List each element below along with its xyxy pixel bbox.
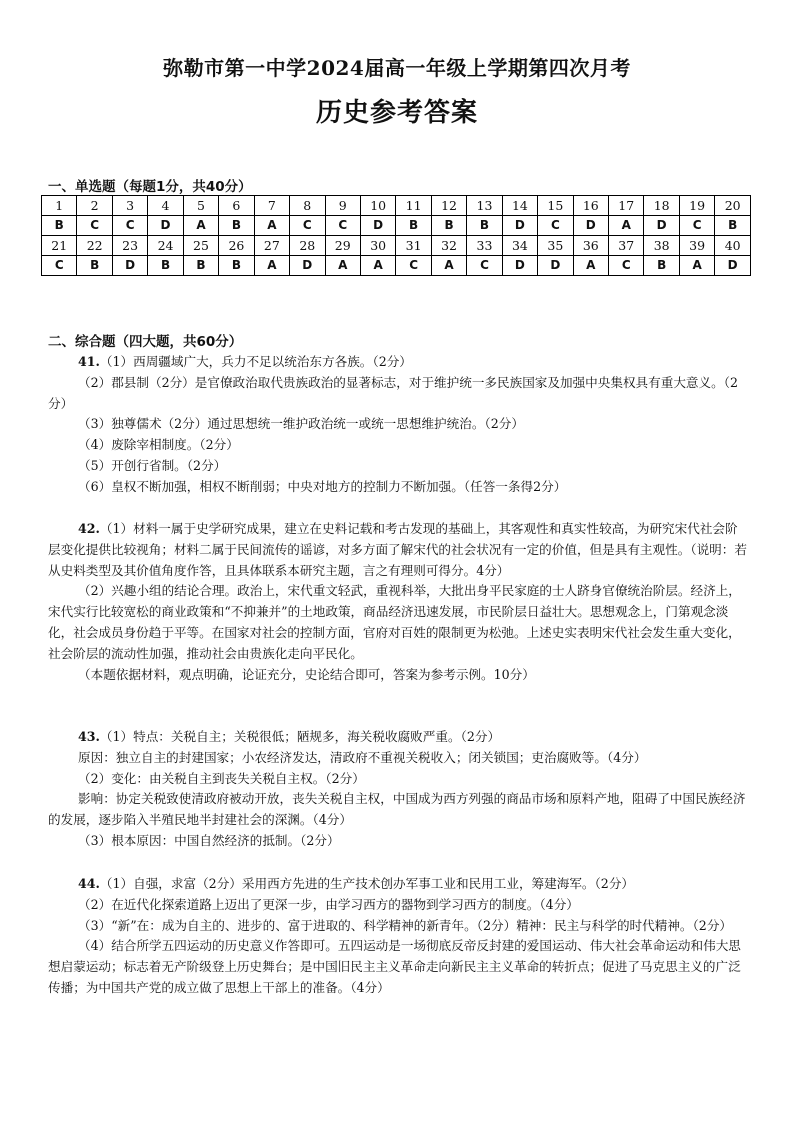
question-number-cell: 8: [290, 196, 325, 216]
section1-heading: 一、单选题（每题1分，共40分）: [48, 179, 252, 195]
answer-letter-cell: B: [467, 216, 502, 236]
question-number-cell: 39: [679, 236, 714, 256]
answer-letter-row: [42, 216, 751, 236]
question-number-cell: 18: [644, 196, 679, 216]
question-number-cell: 37: [609, 236, 644, 256]
answer-letter-cell: A: [325, 256, 360, 276]
question-number: 42.: [78, 521, 100, 536]
answer-letter-cell: C: [42, 256, 77, 276]
question-number-cell: 3: [112, 196, 147, 216]
answer-letter-cell: D: [644, 216, 679, 236]
answer-letter-cell: C: [290, 216, 325, 236]
question-number-cell: 17: [609, 196, 644, 216]
answer-letter-row: [42, 256, 751, 276]
question-number-cell: 21: [42, 236, 77, 256]
question-number: 44.: [78, 876, 100, 891]
question-number-cell: 32: [431, 236, 466, 256]
question-number-cell: 9: [325, 196, 360, 216]
question-number-cell: 1: [42, 196, 77, 216]
question-number-cell: 40: [715, 236, 751, 256]
question-number-cell: 24: [148, 236, 183, 256]
answer-line: （3）“新”在：成为自主的、进步的、富于进取的、科学精神的新青年。（2分）精神：民主与科学的时代精神。（2分）: [78, 917, 733, 933]
answer-letter-cell: A: [254, 256, 289, 276]
question-number-cell: 23: [112, 236, 147, 256]
answer-letter-cell: D: [290, 256, 325, 276]
answer-line: （1）西周疆域广大，兵力不足以统治东方各族。（2分）: [99, 354, 412, 369]
answer-letter-cell: D: [112, 256, 147, 276]
answer-letter-cell: B: [77, 256, 112, 276]
answer-line: （1）自强，求富（2分）采用西方先进的生产技术创办军事工业和民用工业，筹建海军。（2分）: [99, 876, 635, 891]
answer-letter-cell: C: [396, 256, 431, 276]
answer-letter-cell: B: [715, 216, 751, 236]
question-number-cell: 30: [360, 236, 395, 256]
answer-letter-cell: C: [325, 216, 360, 236]
answer-letter-cell: B: [219, 256, 254, 276]
answer-line: （3）根本原因：中国自然经济的抵制。（2分）: [78, 832, 340, 848]
question-number: 41.: [78, 354, 100, 369]
question-number-cell: 31: [396, 236, 431, 256]
exam-title: 弥勒市第一中学2024届高一年级上学期第四次月考: [163, 56, 631, 80]
question-number-cell: 20: [715, 196, 751, 216]
question-number-cell: 14: [502, 196, 537, 216]
question-number-cell: 12: [431, 196, 466, 216]
answer-letter-cell: D: [573, 216, 608, 236]
answer-letter-cell: C: [679, 216, 714, 236]
question-number-cell: 19: [679, 196, 714, 216]
question-number-cell: 11: [396, 196, 431, 216]
answer-line: （1）材料一属于史学研究成果，建立在史料记载和考古发现的基础上，其客观性和真实性较高，为研究宋代社会阶层变化提供比较视角；材料二属于民间流传的谣谚，对多方面了解宋代的社会状况有一定的价值，但是具有主观性。（说明：若从史料类型及其价值角度作答，且具体联系本研究主题，言之有理则可得分。4分）: [48, 521, 747, 578]
answer-letter-cell: C: [609, 256, 644, 276]
answer-line: 影响：协定关税致使清政府被动开放，丧失关税自主权，中国成为西方列强的商品市场和原料产地，阻碍了中国民族经济的发展，逐步陷入半殖民地半封建社会的深渊。（4分）: [48, 791, 746, 828]
question-number-cell: 2: [77, 196, 112, 216]
answer-line: （本题依据材料，观点明确，论证充分，史论结合即可，答案为参考示例。10分）: [78, 666, 535, 682]
answer-letter-cell: D: [360, 216, 395, 236]
question-number: 43.: [78, 729, 100, 744]
answer-letter-cell: B: [396, 216, 431, 236]
answer-letter-cell: C: [112, 216, 147, 236]
answer-table: [41, 195, 751, 276]
answer-line: （1）特点：关税自主；关税很低；陋规多，海关税收腐败严重。（2分）: [99, 729, 501, 744]
question-number-cell: 6: [219, 196, 254, 216]
question-number-cell: 5: [183, 196, 218, 216]
answer-letter-cell: B: [42, 216, 77, 236]
question-number-cell: 4: [148, 196, 183, 216]
answer-letter-cell: D: [538, 256, 573, 276]
answer-line: （3）独尊儒术（2分）通过思想统一维护政治统一或统一思想维护统治。（2分）: [78, 416, 524, 432]
answer-letter-cell: A: [254, 216, 289, 236]
answer-line: （5）开创行省制。（2分）: [78, 457, 227, 473]
answer-letter-cell: D: [148, 216, 183, 236]
question-43: [48, 727, 750, 852]
question-number-cell: 16: [573, 196, 608, 216]
answer-letter-cell: A: [183, 216, 218, 236]
answer-key-title: 历史参考答案: [315, 98, 478, 128]
question-number-cell: 10: [360, 196, 395, 216]
answer-line: 原因：独立自主的封建国家；小农经济发达，清政府不重视关税收入；闭关锁国；吏治腐败等。（4分）: [78, 749, 647, 765]
section2-heading: 二、综合题（四大题，共60分）: [48, 334, 243, 350]
question-number-cell: 36: [573, 236, 608, 256]
answer-letter-cell: D: [502, 216, 537, 236]
answer-letter-cell: D: [502, 256, 537, 276]
question-44: [48, 874, 750, 999]
question-42: [48, 519, 750, 685]
question-number-cell: 29: [325, 236, 360, 256]
answer-line: （2）郡县制（2分）是官僚政治取代贵族政治的显著标志，对于维护统一多民族国家及加强中央集权具有重大意义。（2分）: [48, 374, 739, 411]
answer-letter-cell: B: [644, 256, 679, 276]
question-number-cell: 34: [502, 236, 537, 256]
answer-letter-cell: A: [431, 256, 466, 276]
answer-line: （2）在近代化探索道路上迈出了更深一步，由学习西方的器物到学习西方的制度。（4分）: [78, 896, 579, 912]
answer-line: （2）变化：由关税自主到丧失关税自主权。（2分）: [78, 770, 365, 786]
question-number-row: [42, 236, 751, 256]
answer-letter-cell: C: [467, 256, 502, 276]
answer-letter-cell: B: [431, 216, 466, 236]
answer-letter-cell: A: [573, 256, 608, 276]
question-number-cell: 25: [183, 236, 218, 256]
question-number-cell: 22: [77, 236, 112, 256]
answer-letter-cell: A: [609, 216, 644, 236]
answer-letter-cell: C: [77, 216, 112, 236]
question-number-cell: 33: [467, 236, 502, 256]
question-number-cell: 35: [538, 236, 573, 256]
answer-letter-cell: B: [183, 256, 218, 276]
answer-line: （6）皇权不断加强，相权不断削弱；中央对地方的控制力不断加强。（任答一条得2分）: [78, 478, 567, 494]
answer-letter-cell: D: [715, 256, 751, 276]
question-number-cell: 7: [254, 196, 289, 216]
answer-line: （4）结合所学五四运动的历史意义作答即可。五四运动是一场彻底反帝反封建的爱国运动、伟大社会革命运动和伟大思想启蒙运动；标志着无产阶级登上历史舞台；是中国旧民主主义革命走向新民主主义革命的转折点；促进了马克思主义的广泛传播；为中国共产党的成立做了思想上干部上的准备。（4分）: [48, 938, 741, 995]
question-number-row: [42, 196, 751, 216]
answer-letter-cell: B: [219, 216, 254, 236]
question-number-cell: 15: [538, 196, 573, 216]
answer-letter-cell: B: [148, 256, 183, 276]
question-number-cell: 26: [219, 236, 254, 256]
answer-line: （2）兴趣小组的结论合理。政治上，宋代重文轻武，重视科举，大批出身平民家庭的士人跻身官僚统治阶层。经济上，宋代实行比较宽松的商业政策和“不抑兼并”的土地政策，商品经济迅速发展，市民阶层日益壮大。思想观念上，门第观念淡化，社会成员身份趋于平等。在国家对社会的控制方面，官府对百姓的限制更为松弛。上述史实表明宋代社会发生重大变化，社会阶层的流动性加强，推动社会由贵族化走向平民化。: [48, 583, 741, 661]
answer-letter-cell: C: [538, 216, 573, 236]
answer-letter-cell: A: [679, 256, 714, 276]
question-41: [48, 352, 750, 498]
question-number-cell: 13: [467, 196, 502, 216]
answer-line: （4）废除宰相制度。（2分）: [78, 437, 239, 453]
question-number-cell: 27: [254, 236, 289, 256]
question-number-cell: 28: [290, 236, 325, 256]
question-number-cell: 38: [644, 236, 679, 256]
answer-letter-cell: A: [360, 256, 395, 276]
